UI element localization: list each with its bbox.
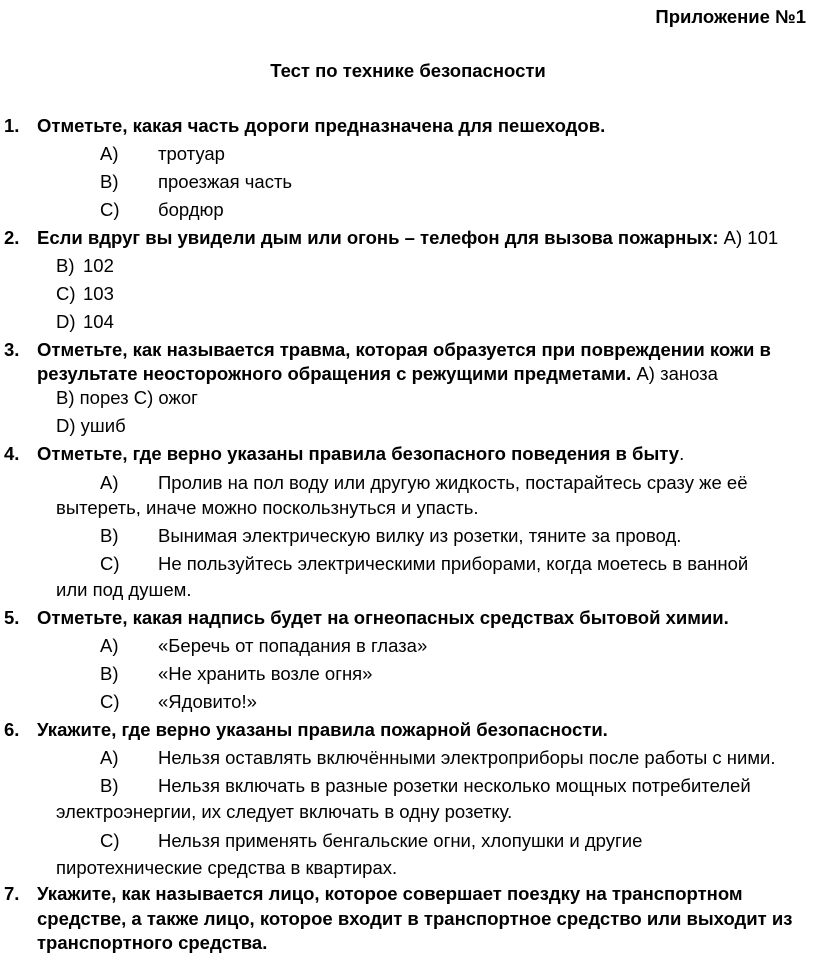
option-letter: C) bbox=[100, 199, 120, 220]
question-text: Отметьте, какая часть дороги предназначена для пешеходов. bbox=[37, 115, 606, 136]
question-number: 6. bbox=[4, 719, 20, 740]
option-text-continued: электроэнергии, их следует включать в одну розетку. bbox=[56, 801, 513, 822]
option-text: проезжая часть bbox=[158, 171, 293, 192]
option-letter: B) bbox=[56, 255, 75, 276]
option-text: «Ядовито!» bbox=[158, 691, 257, 712]
option-line: D) ушиб bbox=[56, 415, 126, 436]
question-text-bold: результате неосторожного обращения с режущими предметами. bbox=[37, 363, 632, 384]
question-text-line: Отметьте, как называется травма, которая образуется при повреждении кожи в bbox=[37, 339, 771, 360]
option-text-continued: пиротехнические средства в квартирах. bbox=[56, 857, 398, 878]
option-text: Вынимая электрическую вилку из розетки, тяните за провод. bbox=[158, 525, 682, 546]
option-text: Нельзя оставлять включёнными электроприборы после работы с ними. bbox=[158, 747, 776, 768]
option-letter: B) bbox=[100, 663, 119, 684]
option-inline: A) заноза bbox=[636, 363, 718, 384]
appendix-label: Приложение №1 bbox=[655, 6, 806, 27]
option-letter: C) bbox=[56, 283, 76, 304]
option-text: тротуар bbox=[158, 143, 225, 164]
question-number: 3. bbox=[4, 339, 20, 360]
question-text-line bbox=[37, 361, 797, 387]
question-number: 1. bbox=[4, 115, 20, 136]
question-period: . bbox=[679, 443, 685, 464]
option-inline: A) 101 bbox=[723, 227, 779, 248]
question-number: 5. bbox=[4, 607, 20, 628]
question-number: 7. bbox=[4, 883, 20, 904]
option-letter: B) bbox=[100, 525, 119, 546]
option-letter: B) bbox=[100, 171, 119, 192]
option-text-continued: или под душем. bbox=[56, 579, 192, 600]
option-letter: C) bbox=[100, 553, 120, 574]
option-letter: D) bbox=[56, 311, 76, 332]
option-letter: A) bbox=[100, 747, 119, 768]
option-letter: A) bbox=[100, 472, 119, 493]
option-letter: C) bbox=[100, 830, 120, 851]
question-text: Укажите, где верно указаны правила пожарной безопасности. bbox=[37, 719, 608, 740]
option-letter: A) bbox=[100, 143, 119, 164]
option-text: «Не хранить возле огня» bbox=[158, 663, 373, 684]
option-letter: C) bbox=[100, 691, 120, 712]
option-text: 103 bbox=[83, 283, 114, 304]
option-text: Нельзя включать в разные розетки несколько мощных потребителей bbox=[158, 775, 751, 796]
option-line: B) порез C) ожог bbox=[56, 387, 198, 408]
option-text: бордюр bbox=[158, 199, 224, 220]
question-number: 4. bbox=[4, 443, 20, 464]
page-title: Тест по технике безопасности bbox=[270, 60, 546, 81]
question-text-line: транспортного средства. bbox=[37, 932, 268, 953]
option-text: Нельзя применять бенгальские огни, хлопушки и другие bbox=[158, 830, 643, 851]
option-text: «Беречь от попадания в глаза» bbox=[158, 635, 428, 656]
question-number: 2. bbox=[4, 227, 20, 248]
question-text bbox=[37, 225, 797, 251]
question-text bbox=[37, 441, 797, 467]
question-text-line: Укажите, как называется лицо, которое совершает поездку на транспортном bbox=[37, 883, 743, 904]
question-text-line: средстве, а также лицо, которое входит в транспортное средство или выходит из bbox=[37, 908, 793, 929]
option-text: Пролив на пол воду или другую жидкость, постарайтесь сразу же её bbox=[158, 472, 748, 493]
option-letter: B) bbox=[100, 775, 119, 796]
option-letter: A) bbox=[100, 635, 119, 656]
question-text-bold: Если вдруг вы увидели дым или огонь – телефон для вызова пожарных: bbox=[37, 227, 719, 248]
question-text: Отметьте, какая надпись будет на огнеопасных средствах бытовой химии. bbox=[37, 607, 729, 628]
option-text-continued: вытереть, иначе можно поскользнуться и упасть. bbox=[56, 497, 479, 518]
option-text: Не пользуйтесь электрическими приборами, когда моетесь в ванной bbox=[158, 553, 749, 574]
option-text: 102 bbox=[83, 255, 114, 276]
option-text: 104 bbox=[83, 311, 114, 332]
question-text-bold: Отметьте, где верно указаны правила безопасного поведения в быту bbox=[37, 443, 680, 464]
